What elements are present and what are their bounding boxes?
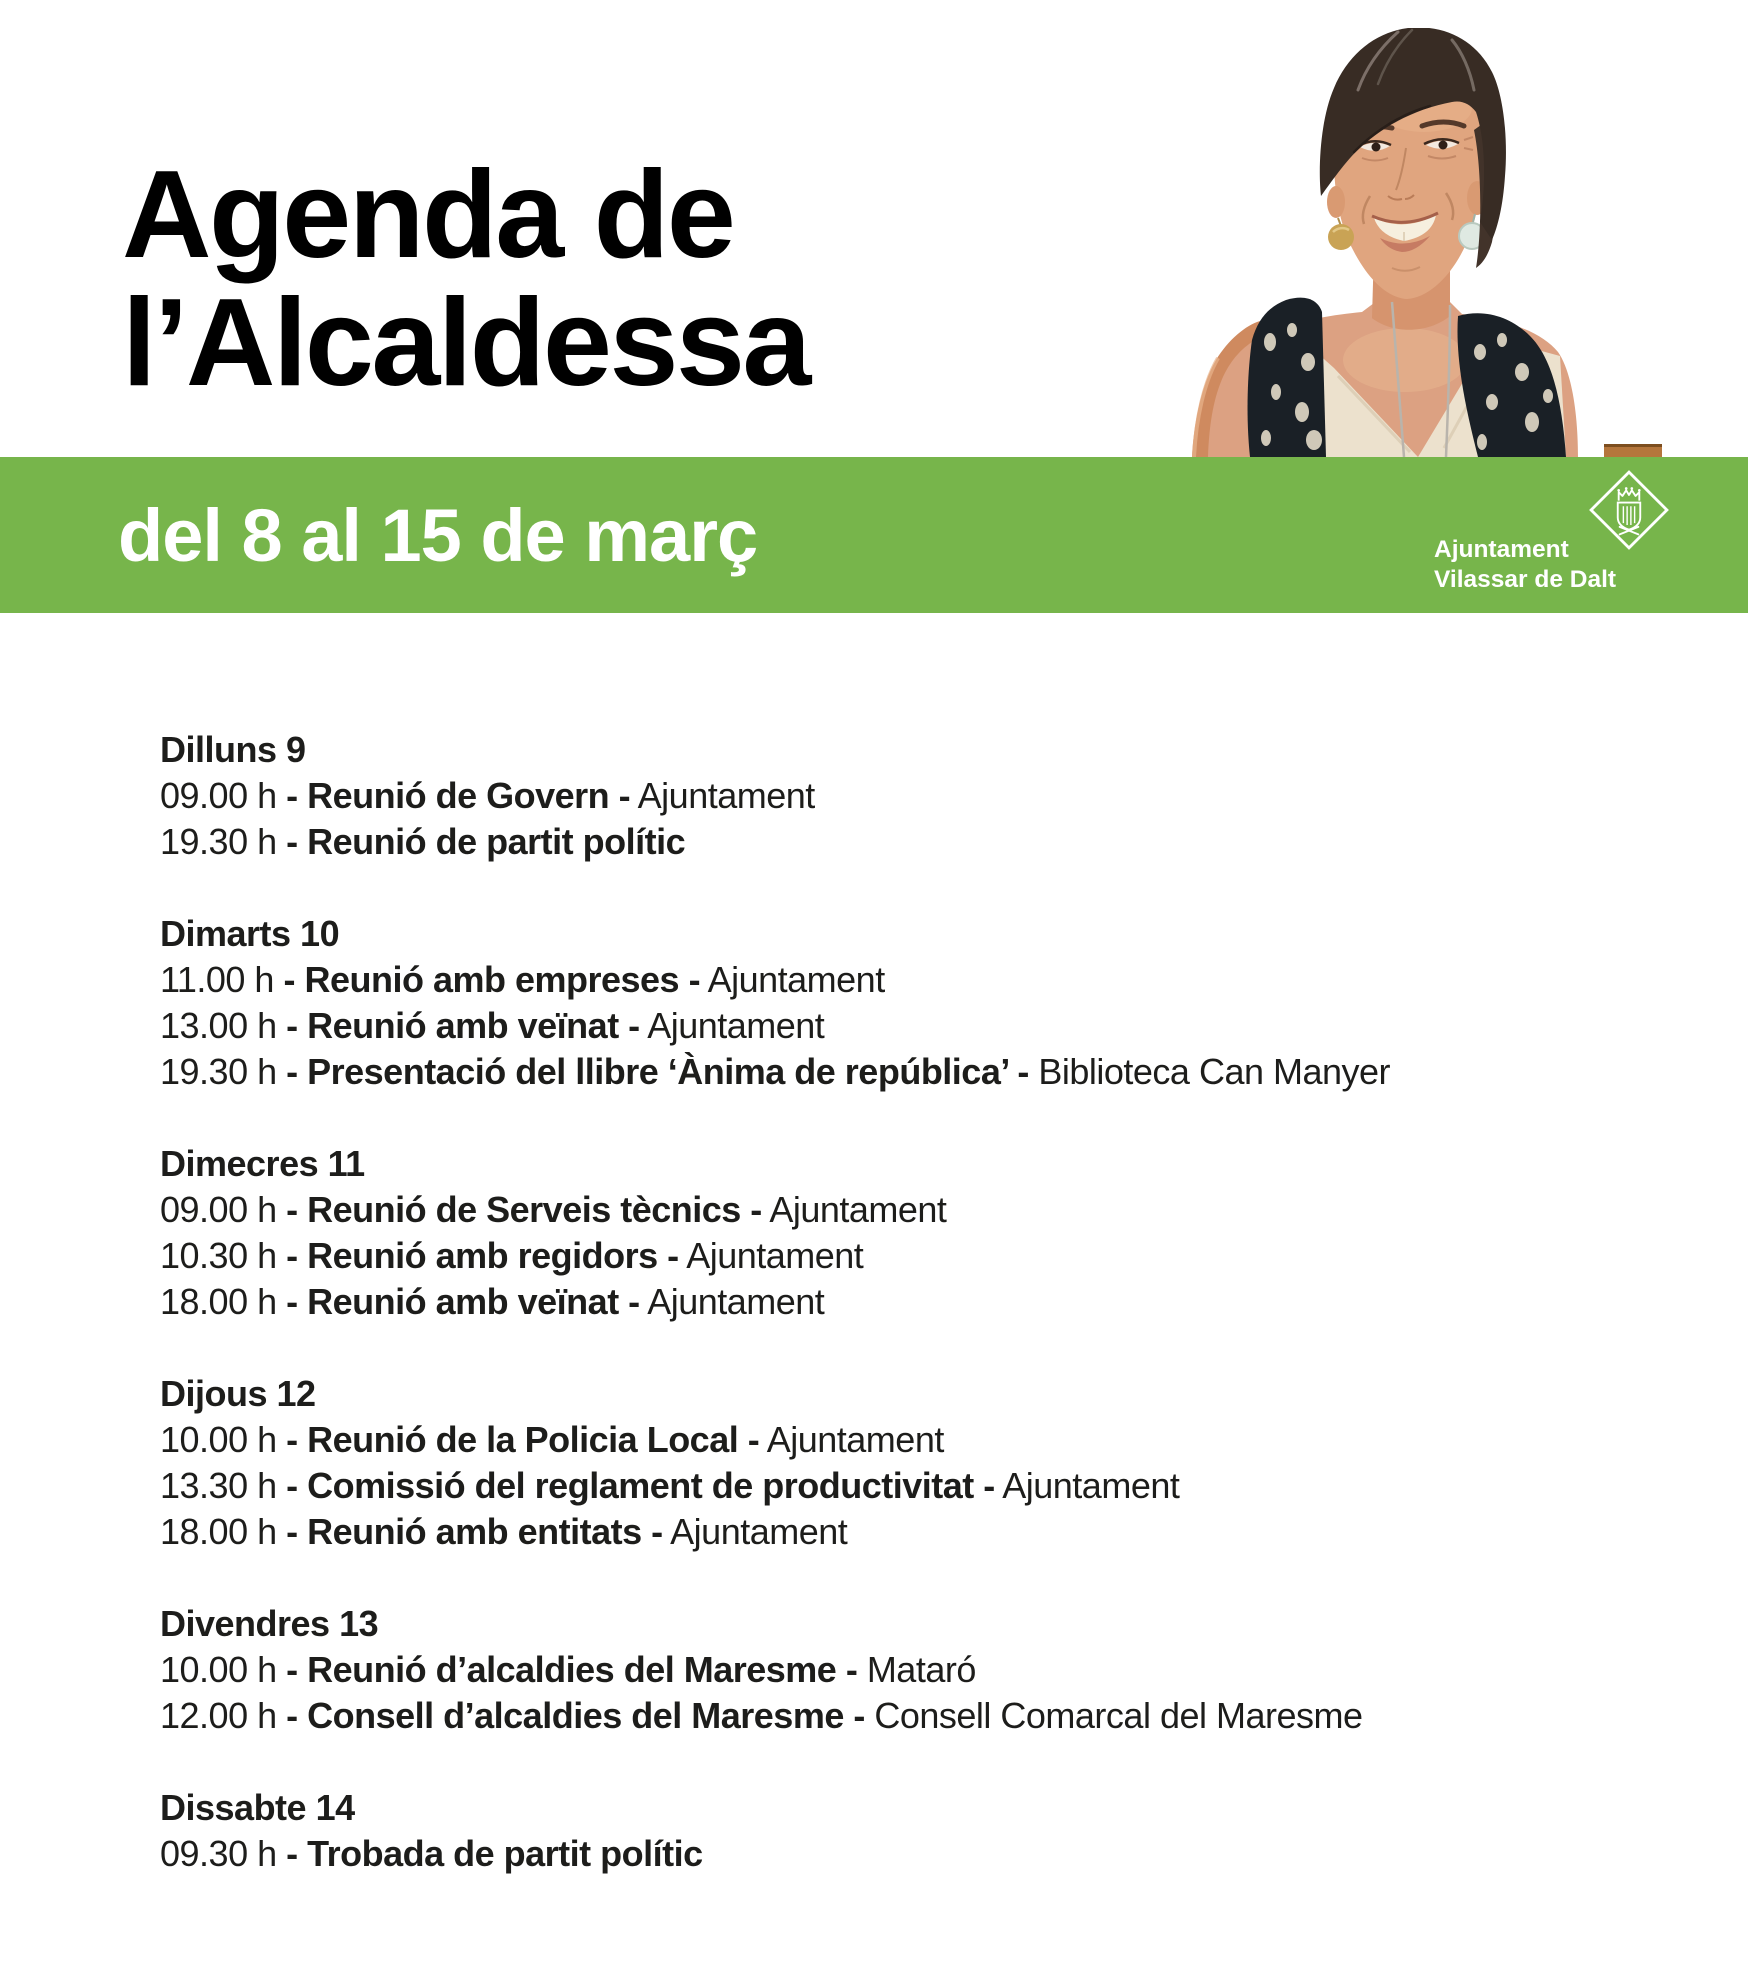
event-title: - Comissió del reglament de productivitat - [286, 1465, 995, 1506]
event-time: 10.00 h [160, 1419, 287, 1460]
event-title: - Presentació del llibre ‘Ànima de república’ - [286, 1051, 1029, 1092]
event-title: - Reunió de Serveis tècnics - [286, 1189, 762, 1230]
event-line [160, 1463, 1620, 1509]
event-line [160, 1187, 1620, 1233]
day-heading: Divendres 13 [160, 1603, 379, 1644]
event-time: 19.30 h [160, 821, 287, 862]
event-time: 18.00 h [160, 1281, 287, 1322]
schedule-list [160, 727, 1620, 1923]
event-title: - Reunió amb entitats - [286, 1511, 663, 1552]
day-block [160, 727, 1620, 865]
event-location: Ajuntament [759, 1419, 944, 1460]
event-location: Biblioteca Can Manyer [1028, 1051, 1391, 1092]
event-title: - Reunió de Govern - [286, 775, 631, 816]
event-title: - Reunió d’alcaldies del Maresme - [286, 1649, 858, 1690]
portrait-background-object [1604, 444, 1662, 457]
banner-date-range: del 8 al 15 de març [118, 493, 758, 577]
townhall-logo-wordmark [1434, 535, 1616, 595]
day-heading: Dissabte 14 [160, 1787, 355, 1828]
event-line [160, 1831, 1620, 1877]
event-line [160, 1049, 1620, 1095]
event-time: 13.00 h [160, 1005, 287, 1046]
event-time: 09.00 h [160, 1189, 287, 1230]
event-time: 18.00 h [160, 1511, 287, 1552]
event-title: - Reunió de partit polític [286, 821, 686, 862]
event-time: 11.00 h [160, 959, 284, 1000]
mayor-portrait-photo [1100, 28, 1700, 457]
event-line [160, 1233, 1620, 1279]
event-location: Ajuntament [662, 1511, 848, 1552]
event-title: - Reunió de la Policia Local - [286, 1419, 760, 1460]
event-time: 12.00 h [160, 1695, 287, 1736]
event-time: 19.30 h [160, 1051, 287, 1092]
event-title: - Reunió amb veïnat - [286, 1281, 640, 1322]
event-line [160, 1693, 1620, 1739]
event-title: - Consell d’alcaldies del Maresme - [286, 1695, 865, 1736]
page-title-line1: Agenda de [122, 146, 734, 285]
event-location: Mataró [857, 1649, 976, 1690]
event-line [160, 1647, 1620, 1693]
event-location: Ajuntament [761, 1189, 947, 1230]
event-location: Consell Comarcal del Maresme [864, 1695, 1363, 1736]
event-title: - Reunió amb veïnat - [286, 1005, 640, 1046]
event-line [160, 773, 1620, 819]
event-line [160, 1279, 1620, 1325]
event-location: Ajuntament [639, 1005, 825, 1046]
day-heading: Dimarts 10 [160, 913, 340, 954]
event-line [160, 1417, 1620, 1463]
event-location: Ajuntament [700, 959, 885, 1000]
event-line [160, 1509, 1620, 1555]
event-location: Ajuntament [994, 1465, 1180, 1506]
event-location: Ajuntament [630, 775, 815, 816]
day-block [160, 1141, 1620, 1325]
day-heading: Dimecres 11 [160, 1143, 365, 1184]
day-block [160, 911, 1620, 1095]
logo-line1: Ajuntament [1434, 536, 1569, 563]
day-block [160, 1371, 1620, 1555]
day-heading: Dijous 12 [160, 1373, 316, 1414]
event-time: 13.30 h [160, 1465, 287, 1506]
page-title-line2: l’Alcaldessa [122, 274, 809, 413]
logo-line2: Vilassar de Dalt [1434, 566, 1617, 593]
event-time: 10.00 h [160, 1649, 287, 1690]
day-heading: Dilluns 9 [160, 729, 306, 770]
event-title: - Trobada de partit polític [286, 1833, 703, 1874]
page-title [122, 146, 809, 413]
event-time: 09.00 h [160, 775, 287, 816]
event-line [160, 1003, 1620, 1049]
event-time: 10.30 h [160, 1235, 287, 1276]
event-line [160, 819, 1620, 865]
event-location: Ajuntament [639, 1281, 825, 1322]
day-block [160, 1785, 1620, 1877]
day-block [160, 1601, 1620, 1739]
event-title: - Reunió amb regidors - [286, 1235, 679, 1276]
event-time: 09.30 h [160, 1833, 287, 1874]
event-title: - Reunió amb empreses - [283, 959, 701, 1000]
event-line [160, 957, 1620, 1003]
event-location: Ajuntament [678, 1235, 864, 1276]
